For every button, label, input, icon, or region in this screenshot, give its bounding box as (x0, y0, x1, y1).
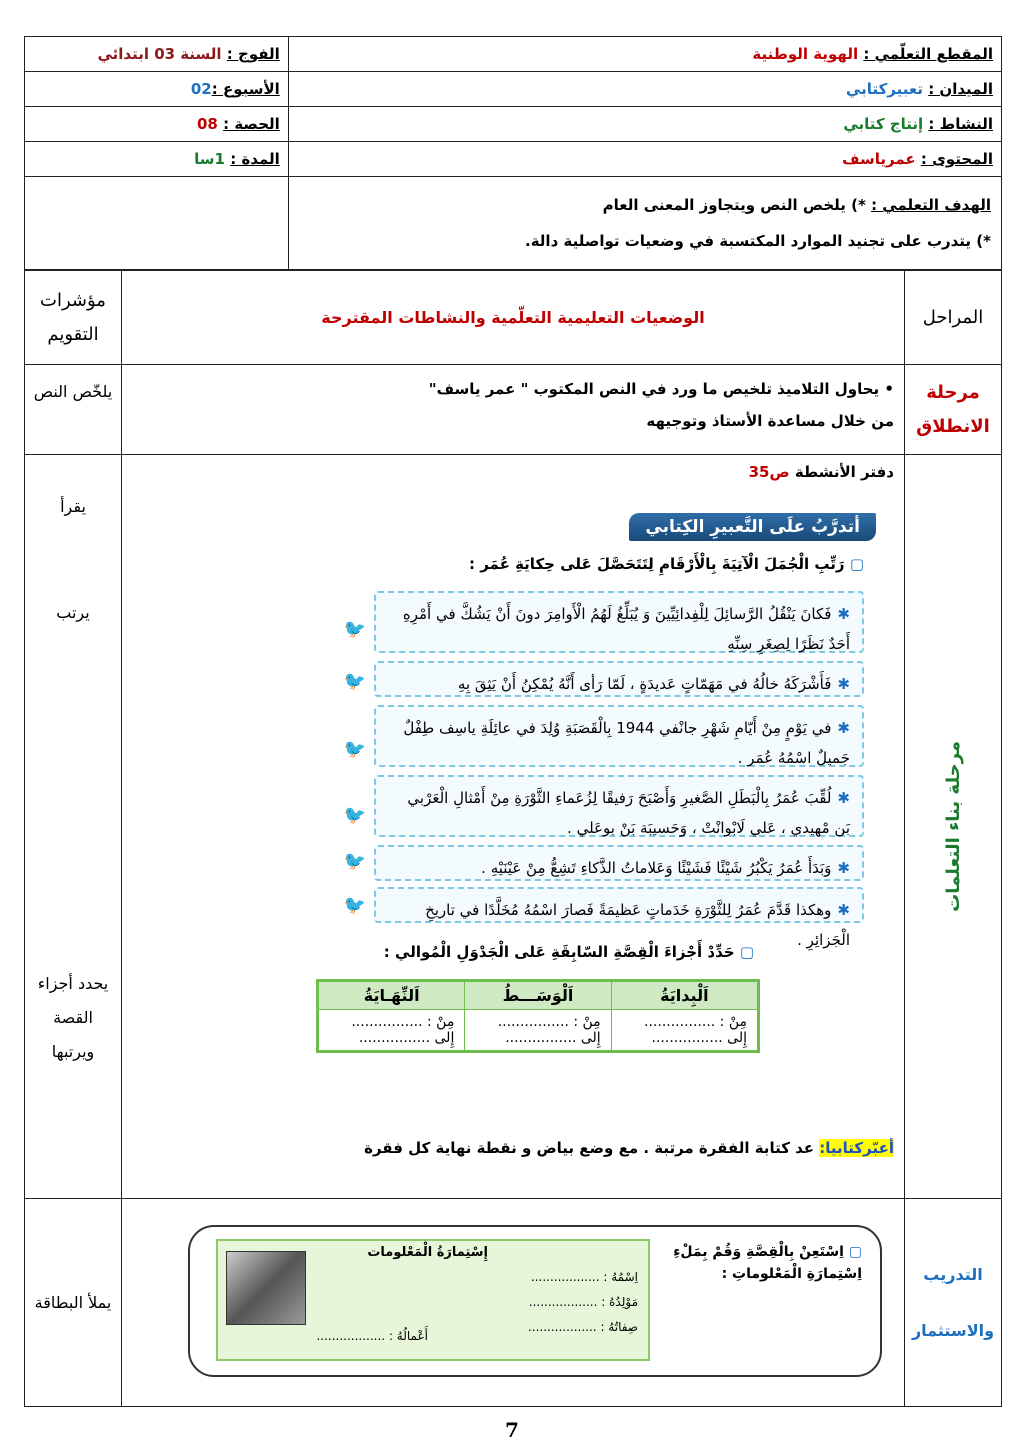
sentence-box-6: ✱وهكذا قَدَّمَ عُمَرُ لِلثَّوْرَةِ خَدَماتٍ عَظيمَةً فَصارَ اسْمُهُ مُخَلَّدًا في تاريخِ الْجَزائِرِ . (374, 887, 864, 923)
segment-cell: المقطع التعلّمي : الهوية الوطنية (288, 37, 1001, 72)
bird-icon: 🐦 (343, 739, 366, 760)
week-cell: الأسبوع :02 (25, 72, 289, 107)
star-icon: ✱ (837, 901, 850, 919)
sentence-box-4: ✱لُقِّبَ عُمَرُ بِالْبَطَلِ الصَّغيرِ وَأَصْبَحَ رَفيقًا لِزُعَماءِ الثَّوْرَةِ مِنْ أَمْثالِ الْعَرْبي بَن مْهيدي ، عَلي لَابْوانْتْ ، وَحَسيبَة بَنْ بوعَلي . (374, 775, 864, 837)
bird-icon: 🐦 (343, 805, 366, 826)
instruction-parts: ▢ حَدِّدْ أَجْزاءَ الْقِصَّةِ السّابِقَةِ عَلى الْجَدْوَلِ الْمُوالي : (383, 943, 754, 961)
launch-indicator: يلخّص النص (25, 365, 122, 455)
exercise-banner: أتدرَّبُ علَى التَّعبيرِ الكِتابي (629, 513, 876, 541)
launch-content: • يحاول التلاميذ تلخيص ما ورد في النص المكتوب " عمر ياسف" من خلال مساعدة الأستاذ وتوجيهه (122, 365, 905, 455)
content-cell: المحتوى : عمرياسف (288, 142, 1001, 177)
star-icon: ✱ (837, 719, 850, 737)
parts-cell-beginning[interactable]: مِنْ : ................ إِلى ................ (611, 1010, 757, 1051)
duration-cell: المدة : 1سا (25, 142, 289, 177)
situations-heading: الوضعيات التعليمية التعلّمية والنشاطات المقترحة (122, 271, 905, 365)
bird-icon: 🐦 (343, 619, 366, 640)
build-content (122, 455, 905, 1199)
child-photo (226, 1251, 306, 1325)
parts-header-end: اَلنِّهَـايَةُ (319, 982, 465, 1010)
star-icon: ✱ (837, 605, 850, 623)
stages-heading: المراحل (905, 271, 1002, 365)
star-icon: ✱ (837, 789, 850, 807)
notebook-ref: دفتر الأنشطة ص35 (748, 463, 894, 481)
practice-stage: التدريب والاستثمار (905, 1199, 1002, 1407)
field-cell: الميدان : تعبيركتابي (288, 72, 1001, 107)
header-table (24, 36, 1002, 270)
sentence-box-2: ✱فَأَشْرَكَهُ خالُهُ في مَهَمّاتٍ عَديدَةٍ ، لَمّا رَأى أَنَّهُ يُمْكِنُ أَنْ يَثِقَ بِهِ (374, 661, 864, 697)
star-icon: ✱ (837, 675, 850, 693)
build-stage: مرحلة بناء التعلمات (905, 455, 1002, 1199)
bird-icon: 🐦 (343, 851, 366, 872)
express-writing: أعبّركتابيا: عد كتابة الفقرة مرتبة . مع وضع بياض و نقطة نهاية كل فقرة (364, 1139, 894, 1157)
sentence-box-1: ✱فَكانَ يَنْقُلُ الرَّسائِلَ لِلْفِدائِيِّينَ وَ يُبَلِّغُ لَهُمُ الْأَوامِرَ دونَ أَنْ يَشُكَّ في أَمْرِهِ أَحَدٌ نَظَرًا لِصِغَرِ سِنِّهِ (374, 591, 864, 653)
checkbox-icon: ▢ (739, 943, 754, 961)
indicators-heading: مؤشرات التقويم (25, 271, 122, 365)
checkbox-icon: ▢ (848, 1244, 862, 1260)
goal-empty-cell (25, 177, 289, 270)
group-cell: الفوج : السنة 03 ابتدائي (25, 37, 289, 72)
practice-instruction: ▢ اِسْتَعِنْ بِالْقِصَّةِ وَقُمْ بِمَلْءِ اِسْتِمارَةِ الْمَعْلوماتِ : (673, 1244, 862, 1282)
star-icon: ✱ (837, 859, 850, 877)
info-form-card: إِسْتِمارَةُ الْمَعْلومات اِسْمُهُ : .................. مَوْلِدُهُ : .................. صِفاتُهُ : .................. أَعْمالُهُ : .................. (216, 1239, 650, 1361)
goal-cell: الهدف التعلمي : *) يلخص النص ويتجاوز المعنى العام *) يتدرب على تجنيد الموارد المكتسبة في وضعيات تواصلية دالة. (288, 177, 1001, 270)
practice-content (122, 1199, 905, 1407)
activity-cell: النشاط : إنتاج كتابي (288, 107, 1001, 142)
main-table (24, 270, 1002, 1407)
build-indicators: يقرأ يرتب يحدد أجزاء القصة ويرتبها (25, 455, 122, 1199)
bird-icon: 🐦 (343, 671, 366, 692)
parts-header-middle: اَلْوَسَـــطُ (465, 982, 611, 1010)
info-card-frame (188, 1225, 882, 1377)
bird-icon: 🐦 (343, 895, 366, 916)
practice-indicator: يملأ البطاقة (25, 1199, 122, 1407)
checkbox-icon: ▢ (849, 555, 864, 573)
session-cell: الحصة : 08 (25, 107, 289, 142)
sentence-box-5: ✱وَبَدَأَ عُمَرُ يَكْبُرُ شَيْئًا فَشَيْئًا وَعَلاماتُ الذَّكاءِ تَشِعُّ مِنْ عَيْنَيْهِ . (374, 845, 864, 881)
parts-header-beginning: اَلْبِدايَةُ (611, 982, 757, 1010)
page-number: 7 (505, 1418, 519, 1442)
launch-stage: مرحلة الانطلاق (905, 365, 1002, 455)
sentence-box-3: ✱في يَوْمٍ مِنْ أَيّامِ شَهْرِ جانْفي 1944 بِالْقَصَبَةِ وُلِدَ في عائِلَةِ ياسِف طِفْلٌ جَميلٌ اسْمُهُ عُمَر . (374, 705, 864, 767)
instruction-order: ▢ رَتِّبِ الْجُمَلَ الْآتِيَةَ بِالْأَرْقَامِ لِتَتَحَصَّلَ عَلى حِكايَةِ عُمَر : (469, 555, 864, 573)
parts-cell-middle[interactable]: مِنْ : ................ إِلى ................ (465, 1010, 611, 1051)
story-parts-table (316, 979, 760, 1053)
parts-cell-end[interactable]: مِنْ : ................ إِلى ................ (319, 1010, 465, 1051)
